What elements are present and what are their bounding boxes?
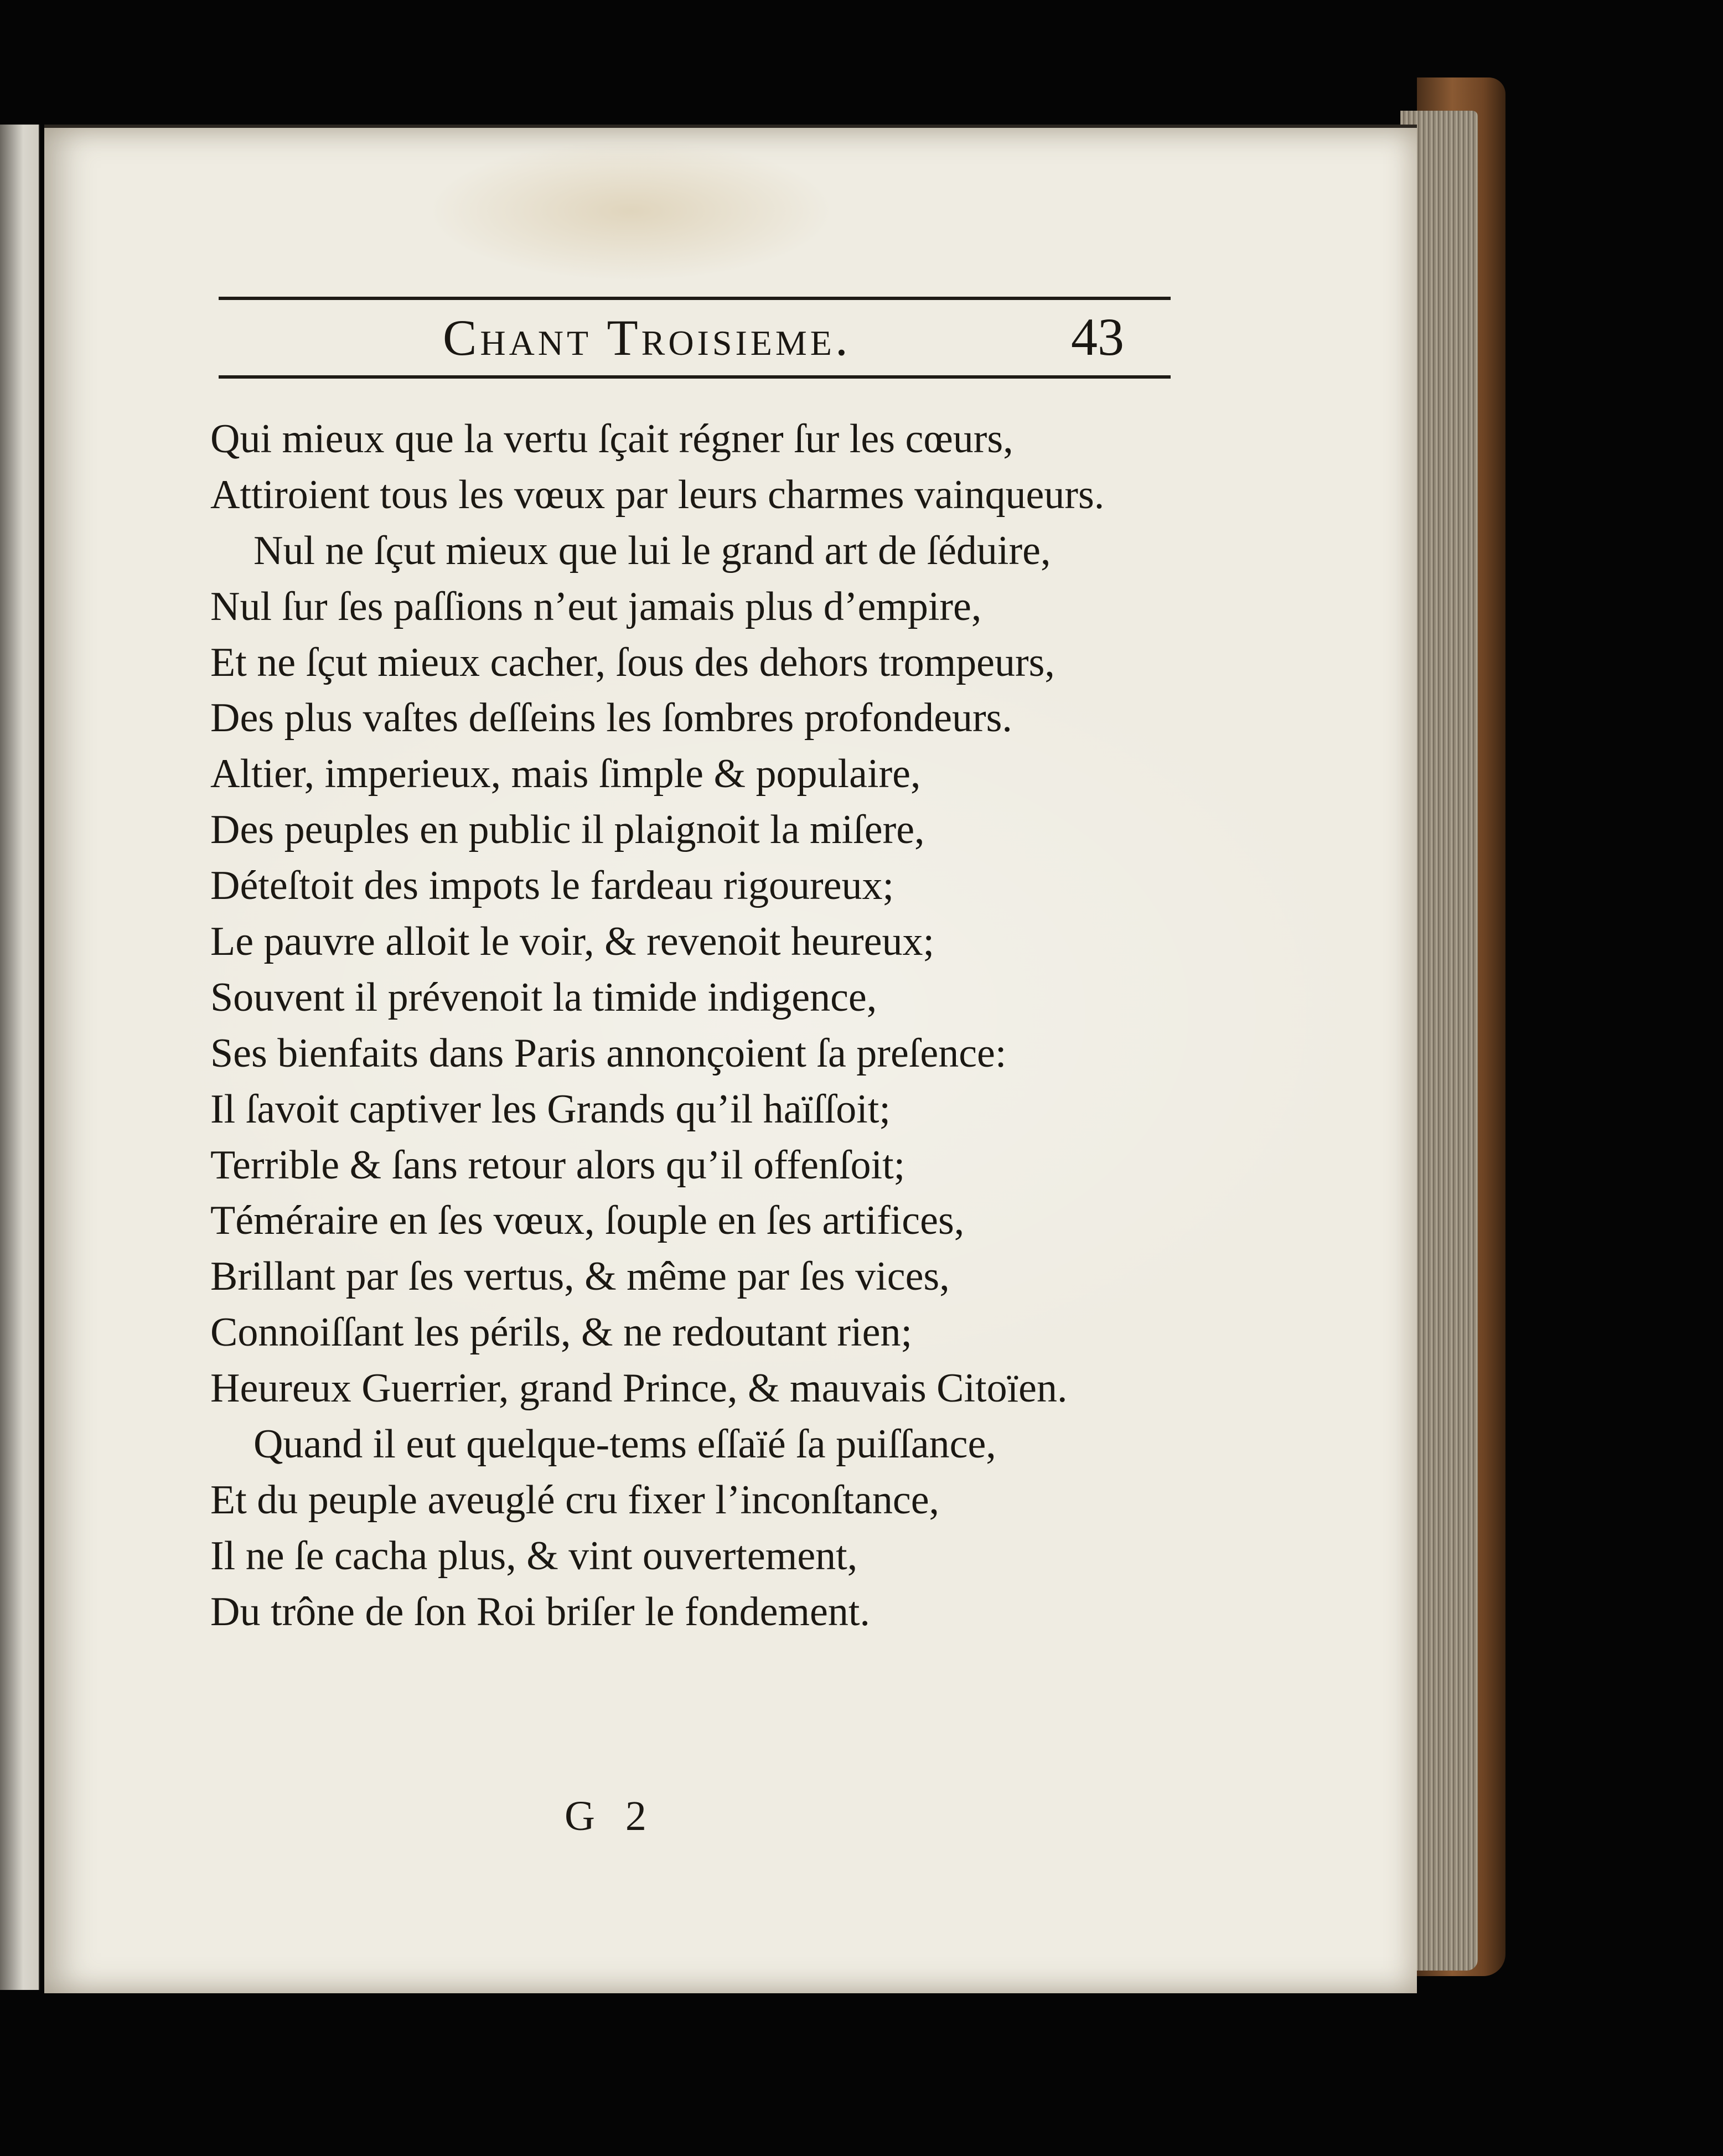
verse-line: Brillant par ſes vertus, & même par ſes vices, [210,1254,950,1300]
verse-line: Il ne ſe cacha plus, & vint ouvertement, [210,1533,858,1579]
header-rule-bottom [219,375,1171,379]
verse-line: Attiroient tous les vœux par leurs charmes vainqueurs. [210,472,1105,518]
facing-page-edge [0,125,40,1990]
verse-line: Et ne ſçut mieux cacher, ſous des dehors trompeurs, [210,639,1055,685]
verse-line: Le pauvre alloit le voir, & revenoit heureux; [210,919,935,965]
verse-line: Souvent il prévenoit la timide indigence, [210,974,877,1020]
verse-line: Connoiſſant les périls, & ne redoutant rien; [210,1310,913,1356]
verse-line: Terrible & ſans retour alors qu’il offenſoit; [210,1142,906,1188]
verse-line: Déteſtoit des impots le fardeau rigoureux; [210,863,894,909]
signature-mark: G 2 [565,1793,656,1839]
verse-line: Quand il eut quelque-tems eſſaïé ſa puiſſance, [253,1421,996,1467]
verse-line: Du trône de ſon Roi briſer le fondement. [210,1589,870,1635]
page-number: 43 [1071,307,1124,366]
running-head: Chant Troisieme. [443,309,851,366]
verse-line: Des plus vaſtes deſſeins les ſombres profondeurs. [210,695,1012,741]
verse-line: Il ſavoit captiver les Grands qu’il haïſſoit; [210,1086,891,1132]
verse-line: Nul ſur ſes paſſions n’eut jamais plus d’empire, [210,583,982,629]
verse-line: Altier, imperieux, mais ſimple & populaire, [210,751,921,797]
verse-line: Heureux Guerrier, grand Prince, & mauvais Citoïen. [210,1366,1068,1412]
verse-line: Et du peuple aveuglé cru fixer l’inconſtance, [210,1477,940,1523]
verse-line: Nul ne ſçut mieux que lui le grand art de ſéduire, [253,528,1051,573]
header-rule-top [219,297,1171,300]
verse-line: Qui mieux que la vertu ſçait régner ſur les cœurs, [210,416,1013,462]
verse-line: Téméraire en ſes vœux, ſouple en ſes artifices, [210,1198,965,1244]
verse-block [210,411,1251,1640]
verse-line: Ses bienfaits dans Paris annonçoient ſa preſence: [210,1030,1007,1076]
verse-line: Des peuples en public il plaignoit la miſere, [210,807,925,853]
book-page [44,125,1417,1993]
